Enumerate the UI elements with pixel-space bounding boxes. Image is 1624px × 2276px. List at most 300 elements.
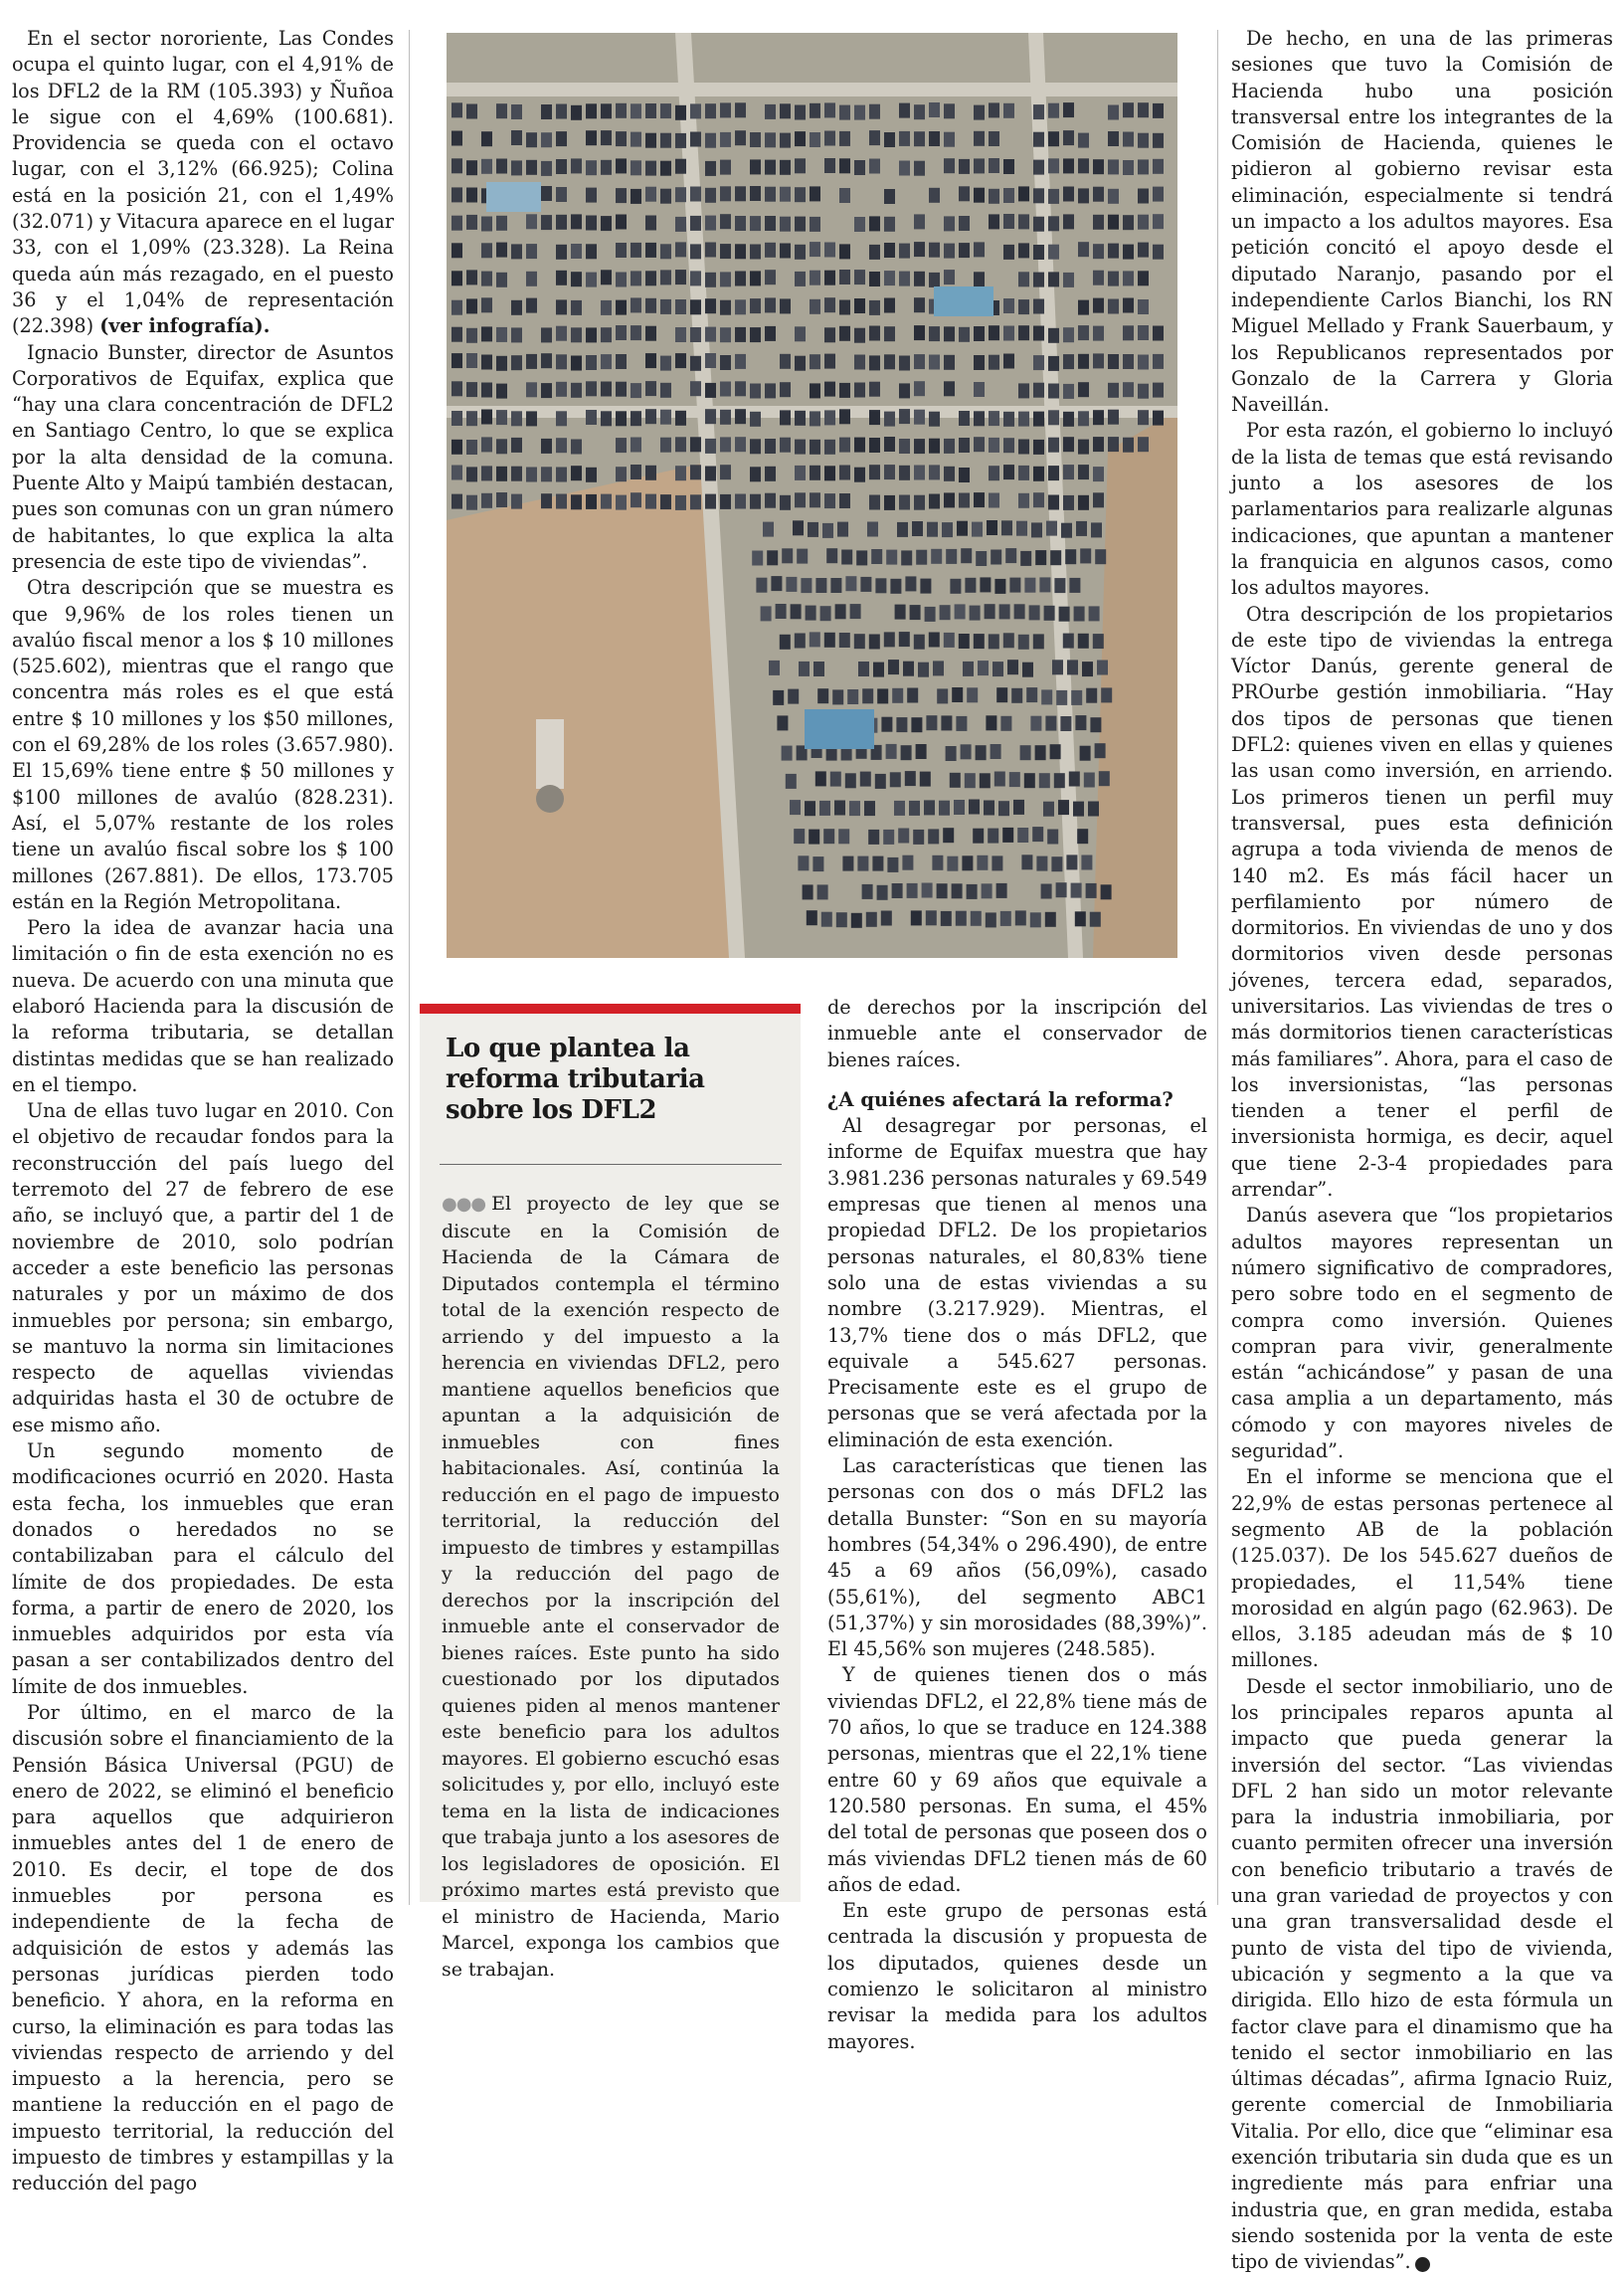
house-roof — [937, 883, 948, 898]
house-roof — [924, 800, 935, 815]
house-roof — [690, 381, 701, 396]
house-roof — [869, 495, 880, 510]
house-roof — [690, 356, 701, 371]
house-roof — [869, 465, 880, 479]
house-roof — [947, 856, 958, 871]
house-roof — [941, 715, 952, 730]
paragraph: de derechos por la inscripción del inmueble ante el conservador de bienes raíces. — [827, 996, 1207, 1071]
house-roof — [660, 383, 671, 398]
house-roof — [914, 297, 925, 312]
house-roof — [631, 243, 641, 258]
house-roof — [511, 438, 522, 453]
house-roof — [750, 159, 761, 174]
house-roof — [1078, 634, 1089, 649]
house-roof — [1080, 548, 1091, 563]
house-roof — [541, 439, 552, 454]
house-roof — [601, 300, 612, 315]
house-roof — [481, 297, 492, 312]
house-roof — [720, 160, 731, 175]
house-roof — [795, 356, 806, 371]
house-roof — [812, 856, 823, 871]
house-roof — [996, 687, 1007, 702]
house-roof — [765, 493, 776, 508]
house-roof — [927, 522, 938, 537]
house-roof — [631, 271, 641, 285]
house-roof — [977, 855, 988, 870]
house-roof — [752, 551, 763, 566]
house-roof — [854, 298, 865, 313]
house-roof — [1003, 159, 1014, 174]
house-roof — [914, 635, 925, 650]
house-roof — [1003, 465, 1014, 479]
house-roof — [914, 104, 925, 119]
house-roof — [720, 186, 731, 201]
house-roof — [795, 326, 806, 341]
house-roof — [1014, 604, 1025, 619]
house-roof — [892, 883, 903, 898]
house-roof — [1063, 412, 1074, 427]
house-roof — [1033, 440, 1044, 455]
concrete-mixer — [536, 785, 564, 813]
house-roof — [926, 910, 937, 925]
house-roof — [835, 604, 846, 619]
sidebar-title: Lo que plantea la reforma tributaria sobre los DFL2 — [446, 1034, 705, 1125]
house-roof — [929, 273, 940, 287]
house-roof — [466, 160, 477, 175]
house-roof — [824, 633, 835, 648]
house-roof — [1048, 158, 1059, 173]
house-roof — [1123, 132, 1134, 147]
house-roof — [571, 244, 582, 259]
house-roof — [1078, 354, 1089, 369]
house-roof — [974, 326, 985, 341]
house-roof — [631, 132, 641, 147]
silo-structure — [536, 719, 564, 789]
house-roof — [481, 410, 492, 425]
house-roof — [1061, 523, 1072, 538]
house-roof — [675, 270, 686, 284]
house-roof — [944, 326, 955, 341]
house-roof — [586, 216, 597, 231]
house-roof — [959, 327, 970, 342]
house-roof — [1091, 522, 1102, 537]
house-roof — [1018, 635, 1029, 650]
house-roof — [1108, 272, 1119, 286]
house-roof — [586, 381, 597, 396]
house-roof — [1108, 437, 1119, 452]
house-roof — [1016, 521, 1027, 536]
house-roof — [808, 522, 818, 537]
house-roof — [1153, 383, 1164, 398]
house-roof — [690, 494, 701, 509]
house-roof — [1018, 412, 1029, 427]
house-roof — [1078, 242, 1089, 257]
house-roof — [1078, 465, 1089, 479]
house-roof — [810, 632, 820, 647]
house-roof — [660, 299, 671, 314]
house-roof — [839, 409, 850, 424]
house-roof — [720, 410, 731, 425]
house-roof — [586, 273, 597, 287]
house-roof — [992, 855, 1002, 870]
house-roof — [1123, 298, 1134, 313]
house-roof — [526, 244, 537, 259]
house-roof — [675, 133, 686, 148]
house-roof — [1018, 493, 1029, 508]
house-roof — [601, 160, 612, 175]
house-roof — [884, 354, 895, 369]
house-roof — [1056, 882, 1067, 897]
column-divider — [1217, 30, 1218, 1905]
house-roof — [824, 382, 835, 397]
house-roof — [914, 466, 925, 480]
house-roof — [690, 271, 701, 285]
house-roof — [1075, 911, 1086, 926]
sidebar-box — [420, 1004, 801, 1981]
house-roof — [690, 437, 701, 452]
house-roof — [660, 103, 671, 118]
house-roof — [1001, 520, 1012, 535]
house-roof — [824, 131, 835, 146]
house-roof — [690, 103, 701, 118]
house-roof — [1018, 299, 1029, 314]
house-roof — [675, 327, 686, 342]
house-roof — [810, 271, 820, 285]
house-roof — [1063, 354, 1074, 369]
house-roof — [773, 690, 784, 705]
house-roof — [918, 663, 929, 677]
house-roof — [801, 578, 812, 593]
house-roof — [675, 299, 686, 314]
house-roof — [839, 466, 850, 480]
house-roof — [750, 132, 761, 147]
house-roof — [705, 161, 716, 176]
house-roof — [810, 383, 820, 398]
house-roof — [780, 217, 791, 232]
house-roof — [720, 382, 731, 397]
house-roof — [931, 549, 942, 564]
house-roof — [987, 520, 997, 535]
house-roof — [892, 688, 903, 703]
house-roof — [862, 688, 873, 703]
house-roof — [813, 662, 824, 676]
house-roof — [481, 466, 492, 480]
house-roof — [1018, 440, 1029, 455]
house-roof — [996, 883, 1007, 898]
house-roof — [974, 188, 985, 203]
house-roof — [571, 383, 582, 398]
house-roof — [1033, 160, 1044, 175]
house-roof — [944, 132, 955, 147]
house-roof — [1036, 856, 1047, 871]
house-roof — [886, 744, 897, 759]
house-roof — [914, 272, 925, 286]
house-roof — [690, 299, 701, 314]
house-roof — [998, 801, 1009, 816]
house-roof — [884, 412, 895, 427]
house-roof — [1011, 688, 1022, 703]
house-roof — [750, 467, 761, 481]
house-roof — [875, 774, 886, 789]
house-roof — [616, 495, 627, 510]
house-roof — [586, 494, 597, 509]
house-roof — [929, 439, 940, 454]
house-roof — [750, 216, 761, 231]
house-roof — [869, 635, 880, 650]
house-roof — [616, 243, 627, 258]
house-roof — [526, 411, 537, 426]
house-roof — [875, 578, 886, 593]
house-roof — [914, 161, 925, 176]
house-roof — [1097, 661, 1108, 675]
house-roof — [765, 270, 776, 284]
house-roof — [1048, 272, 1059, 286]
house-roof — [631, 160, 641, 175]
house-roof — [601, 216, 612, 231]
house-roof — [765, 326, 776, 341]
house-roof — [601, 494, 612, 509]
house-roof — [765, 216, 776, 231]
house-roof — [883, 830, 894, 845]
house-roof — [795, 217, 806, 232]
house-roof — [1026, 687, 1037, 702]
house-roof — [1018, 466, 1029, 480]
house-roof — [914, 354, 925, 369]
house-roof — [1078, 495, 1089, 510]
house-roof — [1063, 437, 1074, 452]
sidebar-accent-bar — [420, 1004, 801, 1014]
house-roof — [1044, 606, 1055, 621]
house-roof — [1059, 607, 1070, 622]
house-roof — [1033, 467, 1044, 481]
paragraph: Otra descripción de los propietarios de este tipo de viviendas la entrega Víctor Danús, gerente general de PROurbe gestión inmobiliaria. “Hay dos tipos de personas que tienen DFL2: quienes viven en ellas y quienes las usan como inversión, en arriendo. Los primeros tienen un perfil muy transversal, pues esta definición agrupa a toda vivienda de menos de 140 m2. Es más fácil hacer un perfilamiento por número de dormitorios. En viviendas de uno y dos dormitorios viven desde personas jóvenes, tercera edad, separados, universitarios. Las viviendas de tres o más dormitorios tienen características más familiares”. Ahora, para el caso de los inversionistas, “las personas tienden a tener el perfil de inversionista hormiga, es decir, aquel que tiene 2-3-4 propiedades para arrendar”. — [1231, 602, 1613, 1202]
house-roof — [1123, 102, 1134, 117]
house-roof — [1018, 383, 1029, 398]
house-roof — [1089, 606, 1100, 621]
house-roof — [944, 216, 955, 231]
house-roof — [969, 800, 980, 815]
house-roof — [690, 327, 701, 342]
house-roof — [944, 103, 955, 118]
house-roof — [765, 160, 776, 175]
house-roof — [556, 438, 567, 453]
house-roof — [705, 409, 716, 424]
construction-dirt — [447, 461, 745, 958]
house-roof — [1063, 273, 1074, 287]
house-roof — [821, 912, 832, 927]
house-roof — [810, 103, 820, 118]
house-roof — [914, 495, 925, 510]
house-roof — [541, 493, 552, 508]
house-roof — [834, 801, 845, 816]
house-roof — [989, 634, 999, 649]
house-roof — [929, 412, 940, 427]
house-roof — [1093, 492, 1104, 507]
house-roof — [809, 830, 819, 845]
house-roof — [1051, 856, 1062, 871]
paragraph: Otra descripción que se muestra es que 9,96% de los roles tienen un avalúo fiscal menor a los $ 10 millones (525.602), mientras que el rango que concentra más roles es el que está entre $ 10 millones y los $50 millones, con el 69,28% de los roles (3.657.980). El 15,69% tiene entre $ 50 millones y $100 millones de avalúo (828.231). Así, el 5,07% restante de los roles tiene un avalúo fiscal sobre los $ 100 millones (267.881). De ellos, 173.705 están en la Región Metropolitana. — [12, 576, 394, 913]
house-roof — [839, 633, 850, 648]
house-roof — [1031, 522, 1042, 537]
house-roof — [1153, 411, 1164, 426]
house-roof — [780, 354, 791, 369]
house-roof — [675, 105, 686, 120]
house-roof — [466, 495, 477, 510]
house-roof — [1073, 802, 1084, 817]
house-roof — [1048, 384, 1059, 399]
house-roof — [1013, 800, 1024, 815]
house-roof — [933, 661, 944, 675]
house-roof — [926, 715, 937, 730]
house-roof — [907, 688, 918, 703]
house-roof — [1063, 634, 1074, 649]
house-roof — [1086, 883, 1097, 898]
house-roof — [586, 160, 597, 175]
house-roof — [1078, 158, 1089, 173]
house-roof — [1002, 828, 1013, 843]
house-roof — [782, 746, 793, 761]
house-roof — [884, 632, 895, 647]
house-roof — [911, 717, 922, 732]
bullet-dots-icon: ●●● — [442, 1194, 486, 1215]
house-roof — [631, 492, 641, 507]
house-roof — [1033, 383, 1044, 398]
house-roof — [1033, 299, 1044, 314]
house-roof — [451, 131, 462, 146]
house-roof — [690, 465, 701, 479]
house-roof — [1043, 802, 1054, 817]
house-roof — [556, 187, 567, 202]
house-roof — [541, 327, 552, 342]
house-roof — [1084, 773, 1095, 788]
house-roof — [511, 411, 522, 426]
house-roof — [765, 467, 776, 481]
house-roof — [1093, 187, 1104, 202]
house-roof — [884, 189, 895, 204]
house-roof — [735, 299, 746, 314]
house-roof — [466, 353, 477, 368]
house-roof — [994, 772, 1005, 787]
house-roof — [962, 855, 973, 870]
house-roof — [1063, 102, 1074, 117]
house-roof — [1138, 410, 1149, 425]
house-roof — [511, 467, 522, 481]
house-roof — [1138, 102, 1149, 117]
house-roof — [765, 439, 776, 454]
house-roof — [720, 102, 731, 117]
house-roof — [914, 439, 925, 454]
house-roof — [541, 353, 552, 368]
house-roof — [735, 409, 746, 424]
house-roof — [1153, 326, 1164, 341]
house-roof — [1063, 214, 1074, 229]
house-roof — [631, 465, 641, 479]
house-roof — [909, 801, 920, 816]
house-roof — [1093, 410, 1104, 425]
house-roof — [959, 411, 970, 426]
house-roof — [586, 468, 597, 482]
house-roof — [976, 745, 987, 760]
house-roof — [894, 801, 905, 816]
house-roof — [1078, 440, 1089, 455]
house-roof — [720, 327, 731, 342]
house-roof — [845, 773, 856, 788]
house-roof — [991, 550, 1001, 565]
sidebar-text: El proyecto de ley que se discute en la Comisión de Hacienda de la Cámara de Diputados contempla el término total de la exención respecto de arriendo y del impuesto a la herencia en viviendas DFL2, pero mantiene aquellos beneficios que apuntan a la adquisición de inmuebles con fines habitacionales. Así, continúa la reducción en el pago de impuesto territorial, la reducción del impuesto de timbres y estampillas y la reducción del pago de derechos por la inscripción del inmueble ante el conservador de bienes raíces. Este punto ha sido cuestionado por los diputados quienes piden al menos mantener este beneficio para los adultos mayores. El gobierno escuchó esas solicitudes y, por ello, incluyó este tema en la lista de indicaciones que trabaja junto a los asesores de los legisladores de oposición. El próximo martes está previsto que el ministro de Hacienda, Mario Marcel, exponga los cambios que se trabajan. — [442, 1193, 780, 1981]
house-roof — [944, 492, 955, 507]
house-roof — [854, 634, 865, 649]
house-roof — [826, 548, 837, 563]
house-roof — [675, 353, 686, 368]
house-roof — [989, 131, 999, 146]
house-roof — [884, 437, 895, 452]
house-roof — [1033, 634, 1044, 649]
house-roof — [907, 883, 918, 898]
house-roof — [645, 466, 656, 480]
infographic-reference: (ver infografía). — [99, 314, 271, 338]
street — [447, 83, 1177, 96]
house-roof — [869, 130, 880, 145]
house-roof — [1066, 854, 1077, 869]
house-roof — [631, 383, 641, 398]
house-roof — [767, 550, 778, 565]
house-roof — [1075, 715, 1086, 730]
house-roof — [806, 606, 816, 621]
house-roof — [1033, 217, 1044, 232]
house-roof — [556, 354, 567, 369]
house-roof — [989, 158, 999, 173]
house-roof — [1123, 438, 1134, 453]
house-roof — [660, 494, 671, 509]
house-roof — [451, 300, 462, 315]
house-roof — [451, 440, 462, 455]
house-roof — [860, 577, 871, 592]
house-roof — [750, 412, 761, 427]
house-roof — [1071, 690, 1082, 705]
house-roof — [511, 130, 522, 145]
house-roof — [871, 549, 882, 564]
house-roof — [815, 771, 826, 786]
house-roof — [1093, 634, 1104, 649]
house-roof — [836, 912, 847, 927]
house-roof — [1003, 438, 1014, 453]
house-roof — [922, 883, 933, 898]
house-roof — [660, 356, 671, 371]
house-roof — [959, 493, 970, 508]
house-roof — [1022, 663, 1033, 677]
house-roof — [899, 161, 910, 176]
house-roof — [765, 383, 776, 398]
house-roof — [820, 606, 831, 621]
house-roof — [819, 801, 830, 816]
house-roof — [541, 186, 552, 201]
house-roof — [1138, 299, 1149, 314]
house-roof — [994, 579, 1005, 594]
house-roof — [1003, 633, 1014, 648]
house-roof — [735, 186, 746, 201]
house-roof — [1052, 660, 1063, 674]
house-roof — [616, 188, 627, 203]
house-roof — [601, 270, 612, 284]
house-roof — [705, 298, 716, 313]
house-roof — [481, 437, 492, 452]
house-roof — [795, 411, 806, 426]
house-roof — [794, 829, 805, 844]
house-roof — [959, 159, 970, 174]
house-roof — [1020, 551, 1031, 566]
house-roof — [956, 911, 967, 926]
house-roof — [1033, 326, 1044, 341]
